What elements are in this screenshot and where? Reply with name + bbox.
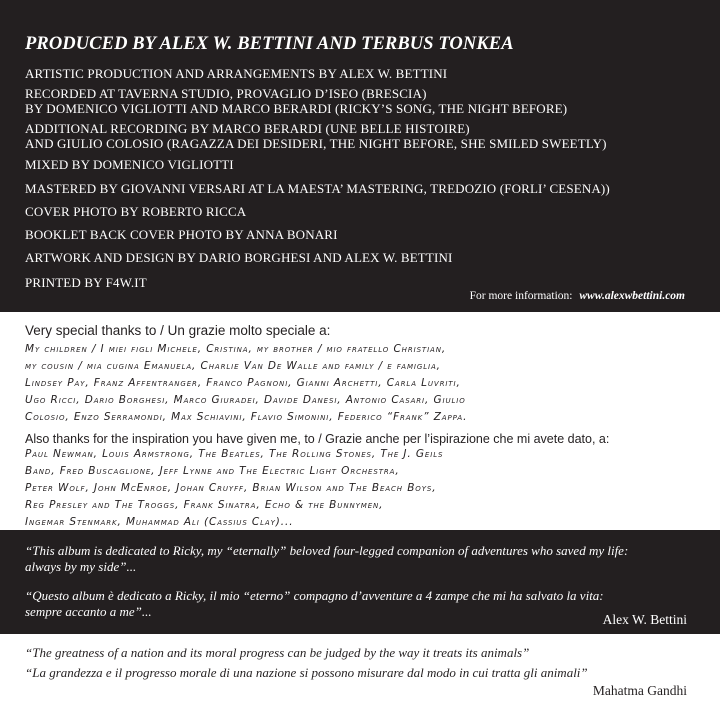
inspiration-line: Reg Presley and The Troggs, Frank Sinatra, Echo & the Bunnymen,	[25, 499, 384, 511]
special-thanks-line: My children / I miei figli Michele, Cristina, my brother / mio fratello Christian,	[25, 343, 447, 355]
inspiration-line: Band, Fred Buscaglione, Jeff Lynne and The Electric Light Orchestra,	[25, 465, 400, 477]
inspiration-line: Paul Newman, Louis Armstrong, The Beatles, The Rolling Stones, The J. Geils	[25, 448, 444, 460]
special-thanks-line: my cousin / mia cugina Emanuela, Charlie Van De Walle and family / e famiglia,	[25, 360, 441, 372]
special-thanks-line: Ugo Ricci, Dario Borghesi, Marco Giuradei, Davide Danesi, Antonio Casari, Giulio	[25, 394, 466, 406]
credit-line: BY DOMENICO VIGLIOTTI AND MARCO BERARDI (RICKY’S SONG, THE NIGHT BEFORE)	[25, 101, 568, 116]
dedication-signature: Alex W. Bettini	[602, 612, 687, 627]
special-thanks-line: Lindsey Pay, Franz Affentranger, Franco Pagnoni, Gianni Archetti, Carla Luvriti,	[25, 377, 461, 389]
inspiration-heading: Also thanks for the inspiration you have given me, to / Grazie anche per l’ispirazione che mi avete dato, a:	[25, 432, 610, 446]
more-info-label: For more information:	[469, 290, 573, 302]
gandhi-quote-italian: “La grandezza e il progresso morale di una nazione si possono misurare dal modo in cui tratta gli animali”	[25, 665, 588, 680]
dedication-english-line: always by my side”...	[25, 559, 137, 574]
gandhi-quote-english: “The greatness of a nation and its moral progress can be judged by the way it treats its animals”	[25, 645, 530, 660]
inspiration-line: Peter Wolf, John McEnroe, Johan Cruyff, Brian Wilson and The Beach Boys,	[25, 482, 437, 494]
credit-line: ADDITIONAL RECORDING BY MARCO BERARDI (UNE BELLE HISTOIRE)	[25, 121, 470, 136]
more-info	[470, 290, 685, 302]
inspiration-line: Ingemar Stenmark, Muhammad Ali (Cassius Clay)...	[25, 516, 294, 528]
credit-line: ARTISTIC PRODUCTION AND ARRANGEMENTS BY ALEX W. BETTINI	[25, 66, 448, 81]
website-link[interactable]: www.alexwbettini.com	[579, 290, 685, 302]
credit-line: RECORDED AT TAVERNA STUDIO, PROVAGLIO D’ISEO (BRESCIA)	[25, 86, 427, 101]
credit-line: MASTERED BY GIOVANNI VERSARI AT LA MAESTA’ MASTERING, TREDOZIO (FORLI’ CESENA))	[25, 181, 610, 196]
dedication-italian-line: “Questo album è dedicato a Ricky, il mio “eterno” compagno d’avventure a 4 zampe che mi ha salvato la vita:	[25, 588, 604, 603]
producer-title: PRODUCED BY ALEX W. BETTINI AND TERBUS TONKEA	[25, 34, 514, 54]
credit-line: PRINTED BY F4W.IT	[25, 275, 147, 290]
dedication-english-line: “This album is dedicated to Ricky, my “eternally” beloved four-legged companion of adventures who saved my life:	[25, 543, 629, 558]
credit-line: COVER PHOTO BY ROBERTO RICCA	[25, 204, 247, 219]
credit-line: BOOKLET BACK COVER PHOTO BY ANNA BONARI	[25, 227, 338, 242]
dedication-section	[0, 530, 720, 634]
special-thanks-line: Colosio, Enzo Serramondi, Max Schiavini, Flavio Simonini, Federico “Frank” Zappa.	[25, 411, 468, 423]
thanks-section	[0, 312, 720, 530]
credits-section	[0, 0, 720, 312]
credit-line: MIXED BY DOMENICO VIGLIOTTI	[25, 157, 234, 172]
credit-line: ARTWORK AND DESIGN BY DARIO BORGHESI AND ALEX W. BETTINI	[25, 250, 453, 265]
dedication-italian-line: sempre accanto a me”...	[25, 604, 152, 619]
gandhi-quote-section	[0, 634, 720, 708]
credit-line: AND GIULIO COLOSIO (RAGAZZA DEI DESIDERI, THE NIGHT BEFORE, SHE SMILED SWEETLY)	[25, 136, 607, 151]
gandhi-signature: Mahatma Gandhi	[592, 683, 687, 698]
special-thanks-heading: Very special thanks to / Un grazie molto speciale a:	[25, 323, 331, 338]
